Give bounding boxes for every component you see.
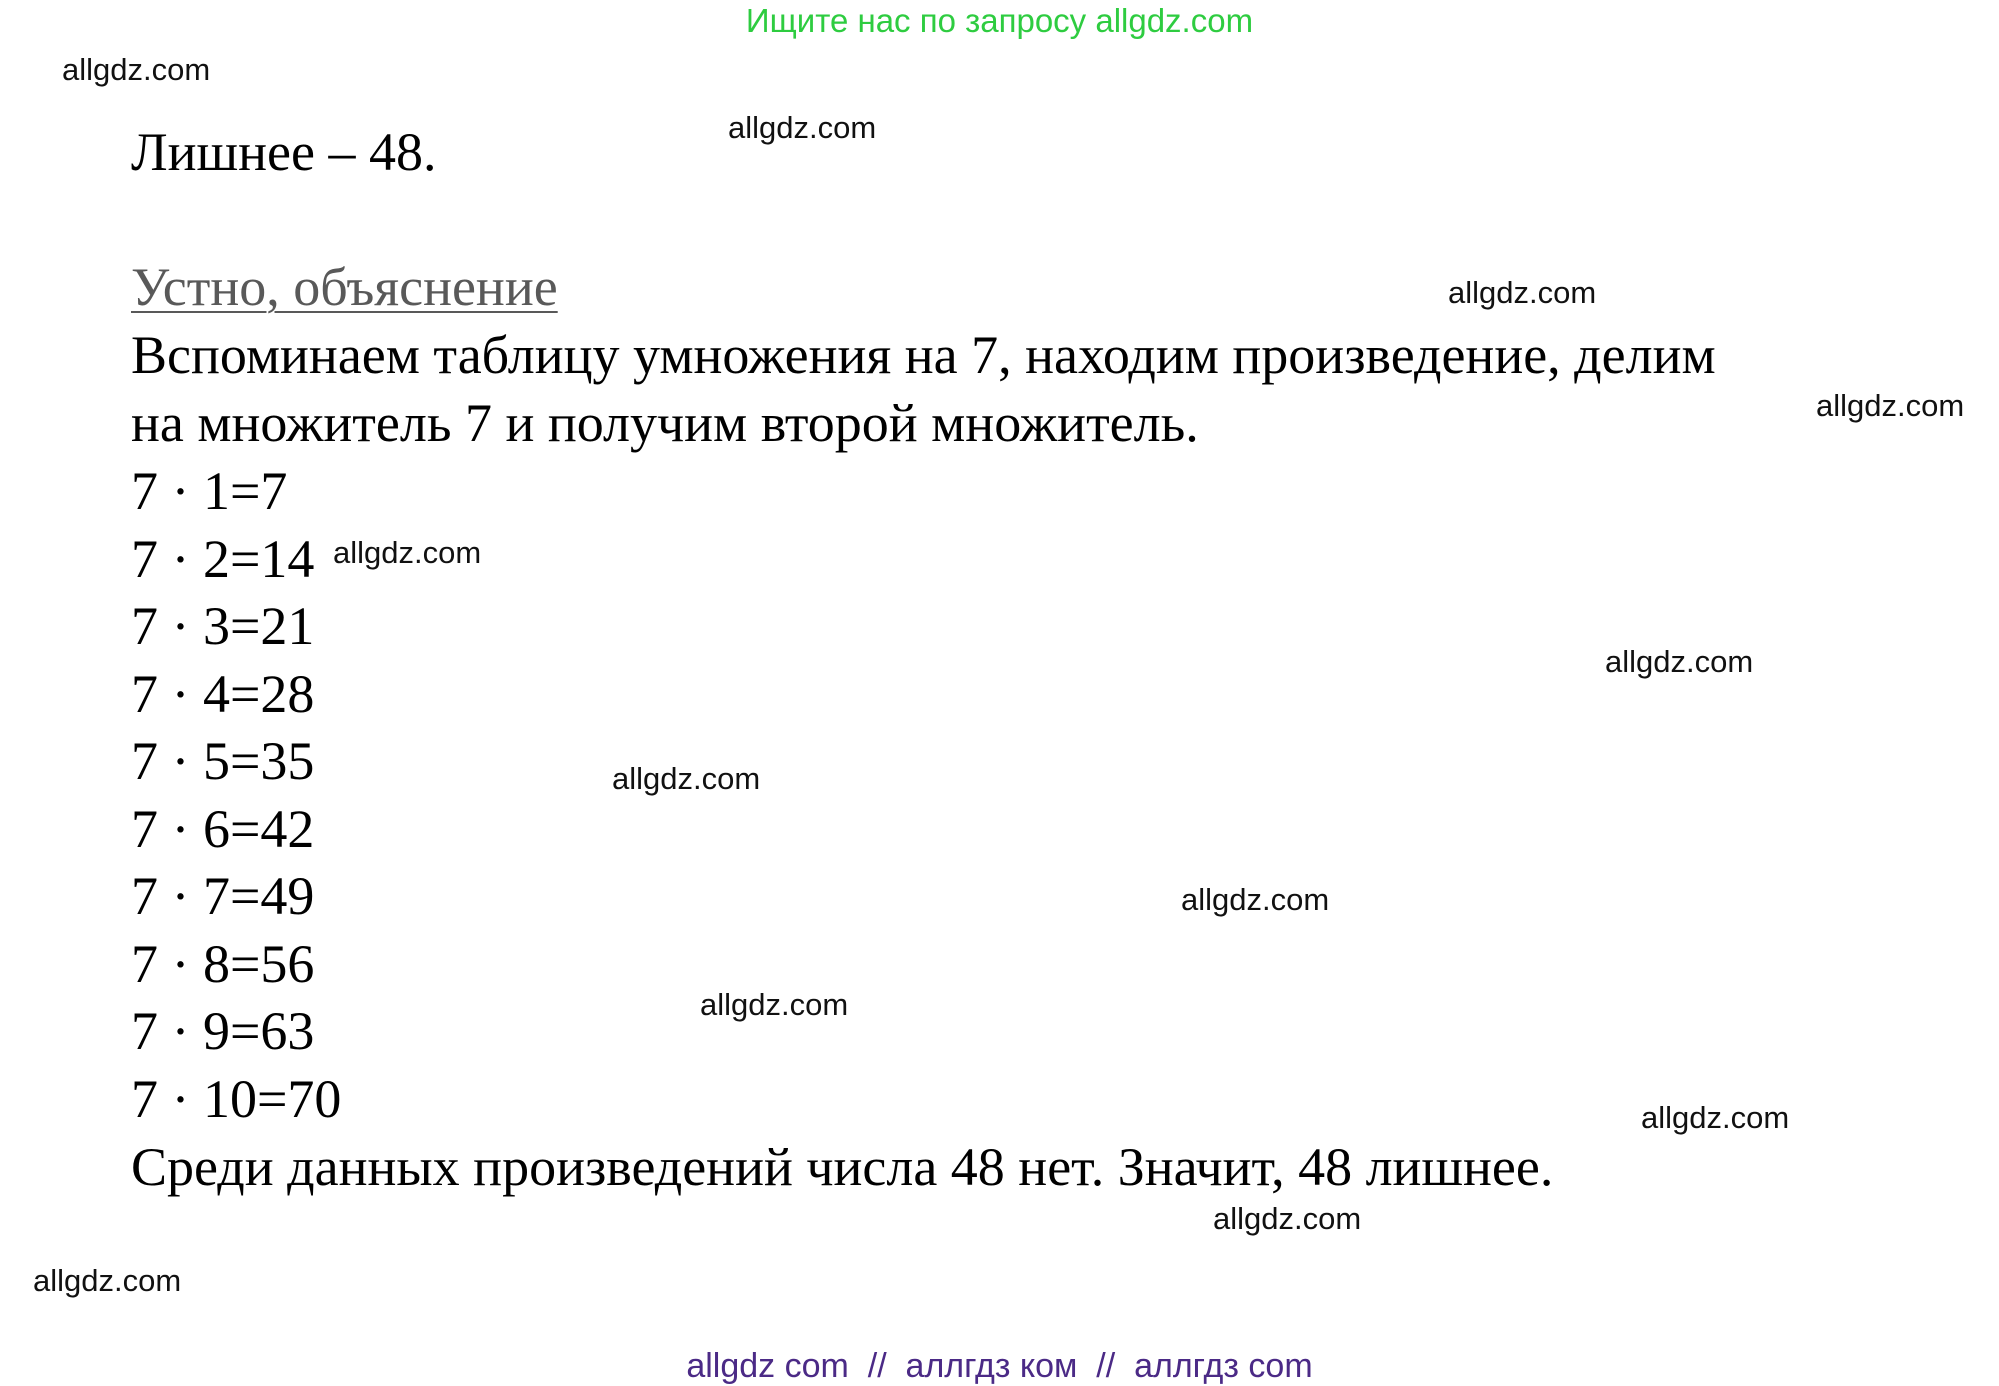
table-row: 7 · 9=63 [131, 1001, 315, 1061]
table-row: 7 · 6=42 [131, 799, 315, 859]
footer-links: allgdz com // аллгдз ком // аллгдз com [686, 1347, 1313, 1385]
table-row: 7 · 1=7 [131, 461, 288, 521]
watermark: allgdz.com [1181, 882, 1330, 917]
section-heading: Устно, объяснение [131, 257, 558, 317]
watermark: allgdz.com [1448, 275, 1597, 310]
explanation-line-2: на множитель 7 и получим второй множитель. [131, 393, 1199, 453]
watermark: allgdz.com [33, 1263, 182, 1298]
table-row: 7 · 8=56 [131, 934, 315, 994]
search-banner: Ищите нас по запросу allgdz.com [745, 2, 1254, 39]
table-row: 7 · 5=35 [131, 731, 315, 791]
table-row: 7 · 10=70 [131, 1069, 342, 1129]
table-row: 7 · 3=21 [131, 596, 315, 656]
table-row: 7 · 4=28 [131, 664, 315, 724]
table-row: 7 · 7=49 [131, 866, 315, 926]
watermark: allgdz.com [612, 761, 761, 796]
conclusion-line: Среди данных произведений числа 48 нет. Значит, 48 лишнее. [131, 1137, 1554, 1197]
explanation-line-1: Вспоминаем таблицу умножения на 7, находим произведение, делим [131, 325, 1716, 385]
watermark: allgdz.com [1213, 1201, 1362, 1236]
watermark: allgdz.com [1641, 1100, 1790, 1135]
table-row: 7 · 2=14 [131, 529, 315, 589]
watermark: allgdz.com [62, 52, 211, 87]
watermark: allgdz.com [333, 535, 482, 570]
watermark: allgdz.com [1605, 644, 1754, 679]
watermark: allgdz.com [1816, 388, 1965, 423]
watermark: allgdz.com [700, 987, 849, 1022]
answer-line: Лишнее – 48. [131, 122, 437, 182]
watermark: allgdz.com [728, 110, 877, 145]
